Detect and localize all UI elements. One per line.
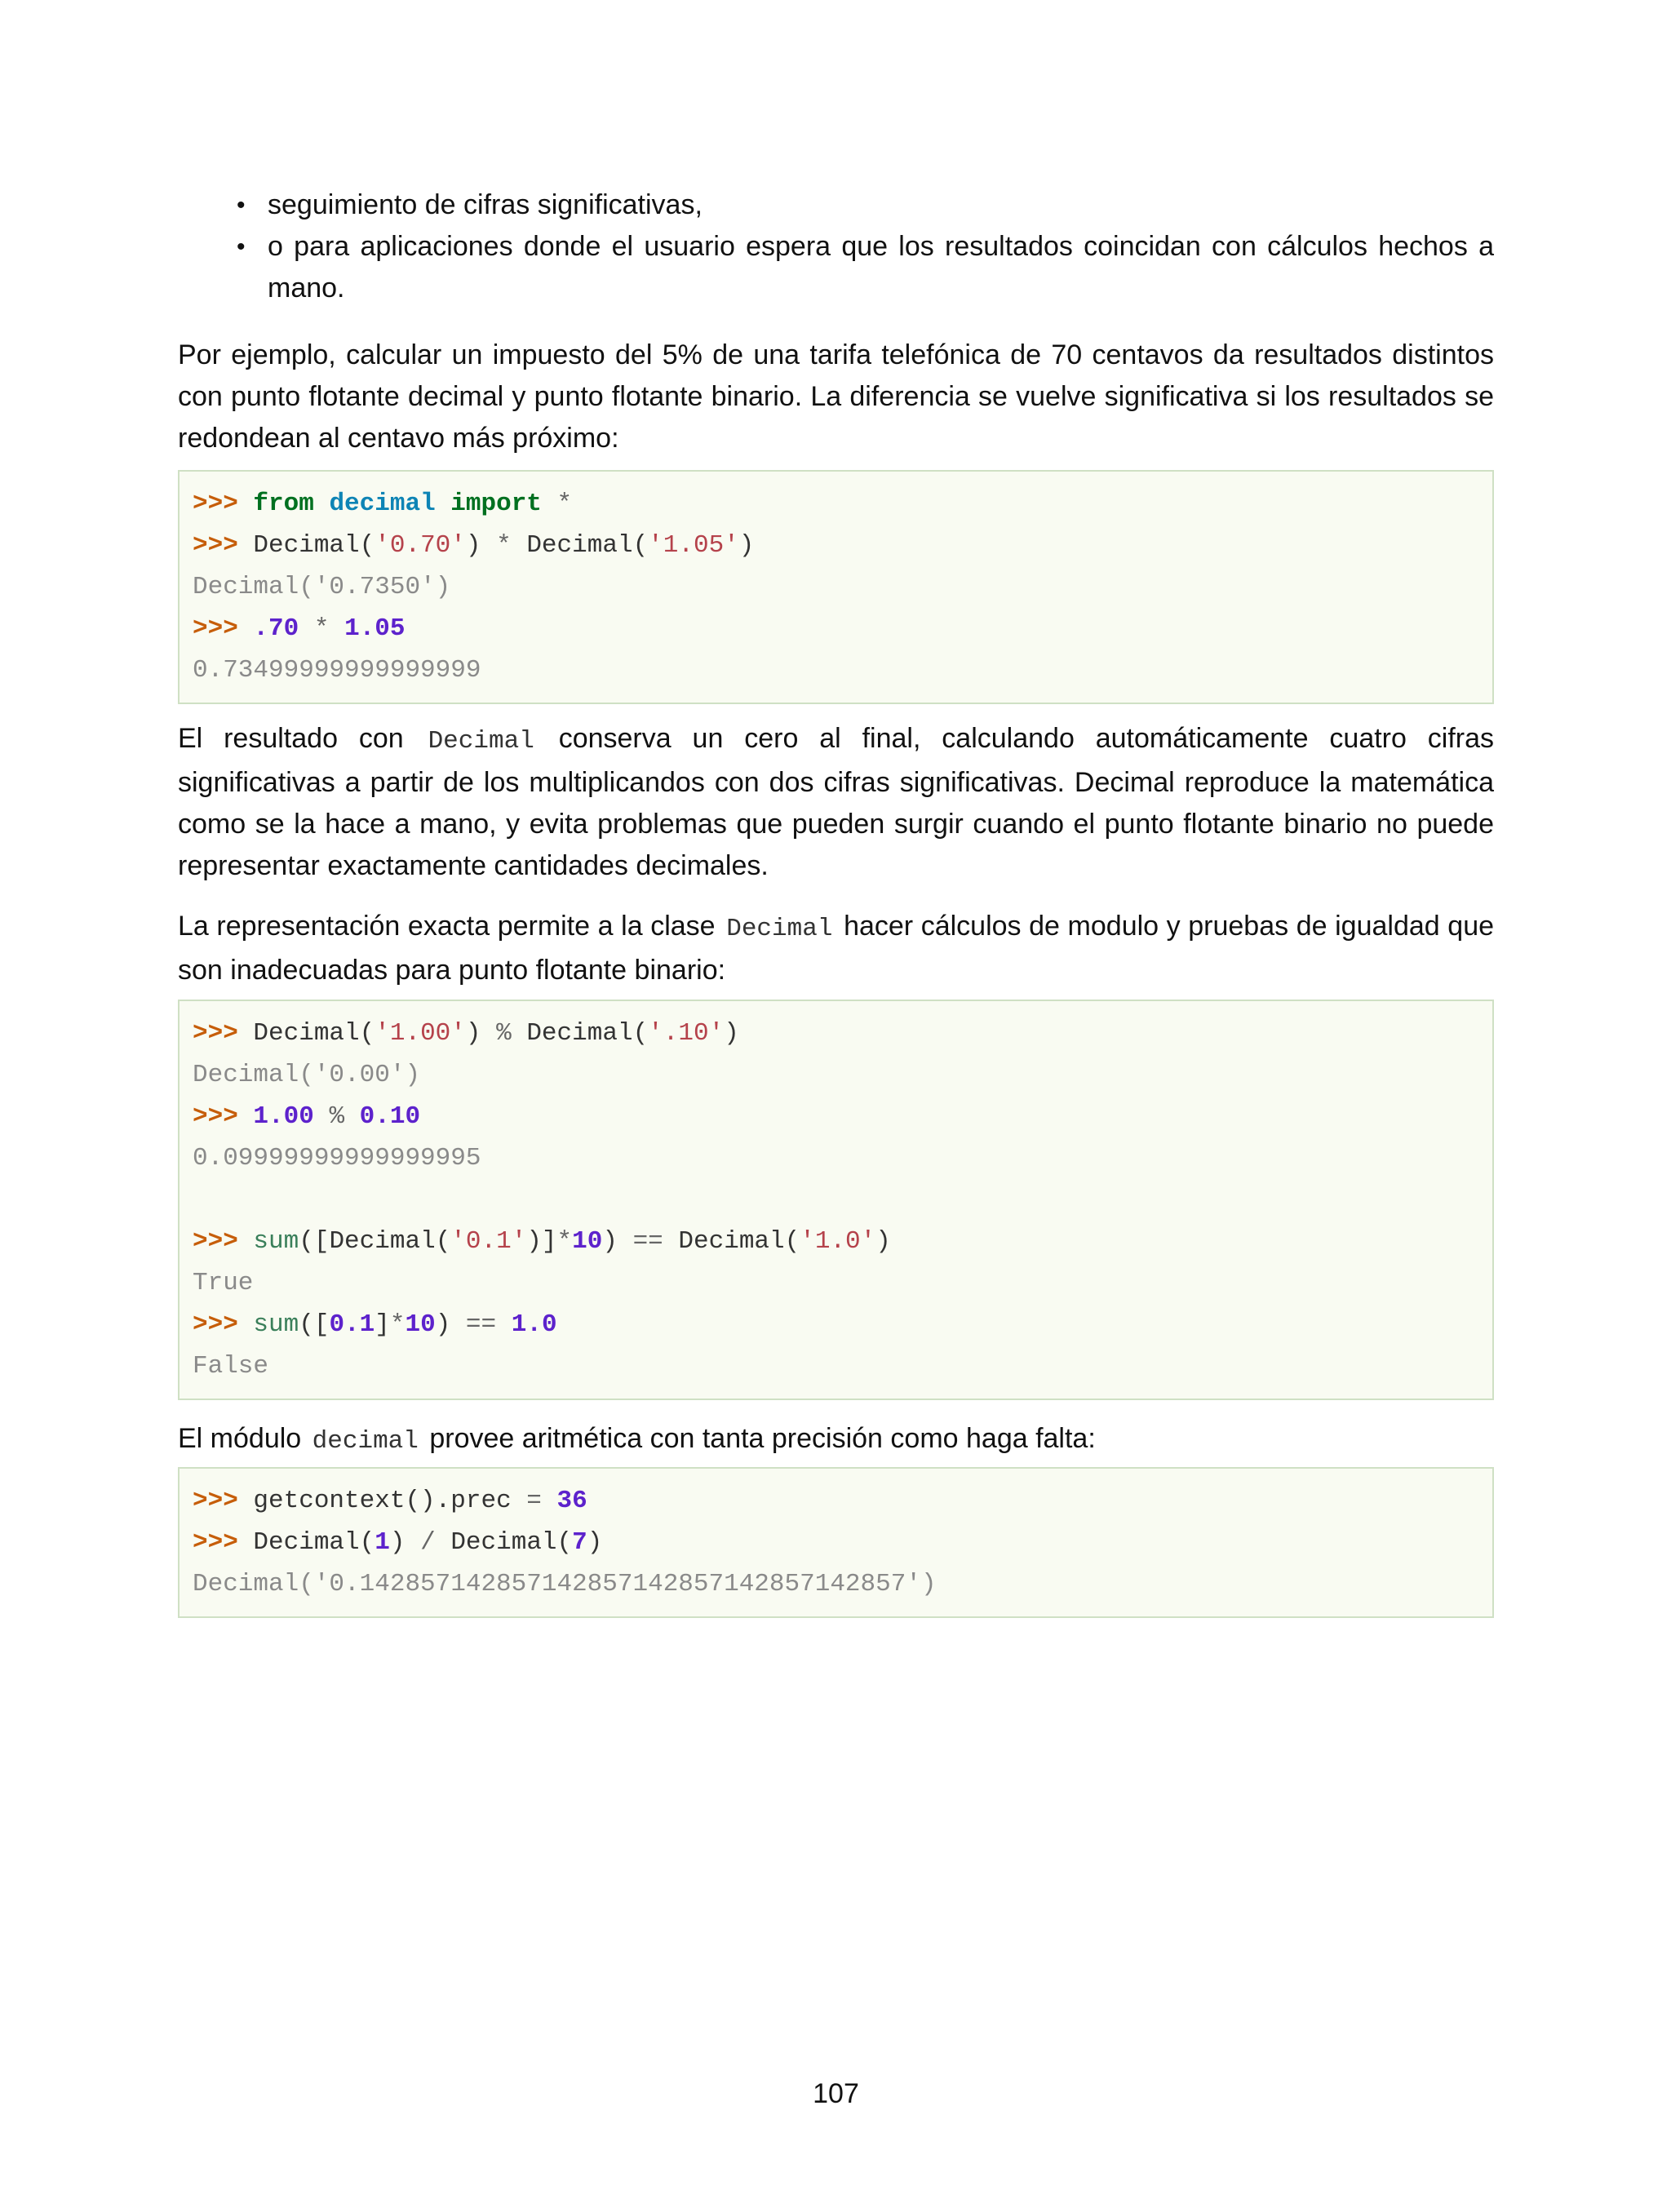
code-output: True <box>193 1269 254 1297</box>
code-blank-line <box>193 1179 1479 1221</box>
code-line: >>> sum([0.1]*10) == 1.0 <box>193 1310 557 1339</box>
bullet-icon: • <box>237 192 246 219</box>
inline-code: decimal <box>312 1427 419 1456</box>
paragraph: El resultado con Decimal conserva un cero al final, calculando automáticamente cuatro cifras significativas a partir de los multiplicandos con dos cifras significativas. Decimal reproduce la matemática como se la hace a mano, y evita problemas que pueden surgir cuando el punto flotante binario no puede representar exactamente cantidades decimales. <box>178 723 1495 881</box>
code-output: Decimal('0.7350') <box>193 573 451 601</box>
list-item: • o para aplicaciones donde el usuario espera que los resultados coincidan con cálculos hechos a mano. <box>178 226 1494 309</box>
code-line: >>> Decimal('0.70') * Decimal('1.05') <box>193 531 755 560</box>
code-line: >>> Decimal(1) / Decimal(7) <box>193 1528 603 1557</box>
code-line: >>> from decimal import * <box>193 490 573 518</box>
list-item: • seguimiento de cifras significativas, <box>178 184 1494 226</box>
code-line: >>> sum([Decimal('0.1')]*10) == Decimal('1.0') <box>193 1227 891 1256</box>
paragraph: Por ejemplo, calcular un impuesto del 5% de una tarifa telefónica de 70 centavos da resultados distintos con punto flotante decimal y punto flotante binario. La diferencia se vuelve significativa si los resultados se redondean al centavo más próximo: <box>178 339 1494 454</box>
code-output: False <box>193 1352 269 1381</box>
paragraph: La representación exacta permite a la clase Decimal hacer cálculos de modulo y pruebas de igualdad que son inadecuadas para punto flotante binario: <box>178 911 1495 986</box>
code-block <box>178 1000 1494 1400</box>
inline-code: Decimal <box>428 727 534 756</box>
code-block <box>178 470 1494 704</box>
code-line: >>> getcontext().prec = 36 <box>193 1487 587 1515</box>
code-output: 0.73499999999999999 <box>193 656 481 685</box>
code-output: 0.09999999999999995 <box>193 1144 481 1172</box>
page-number: 107 <box>813 2078 859 2109</box>
code-output: Decimal('0.142857142857142857142857142857142857') <box>193 1570 937 1598</box>
bullet-icon: • <box>237 233 246 260</box>
bullet-list <box>178 184 1494 309</box>
code-line: >>> Decimal('1.00') % Decimal('.10') <box>193 1019 739 1048</box>
code-output: Decimal('0.00') <box>193 1061 421 1089</box>
paragraph: El módulo decimal provee aritmética con tanta precisión como haga falta: <box>178 1423 1096 1456</box>
code-line: >>> 1.00 % 0.10 <box>193 1102 421 1131</box>
code-block <box>178 1467 1494 1618</box>
inline-code: Decimal <box>726 915 833 943</box>
code-line: >>> .70 * 1.05 <box>193 614 406 643</box>
